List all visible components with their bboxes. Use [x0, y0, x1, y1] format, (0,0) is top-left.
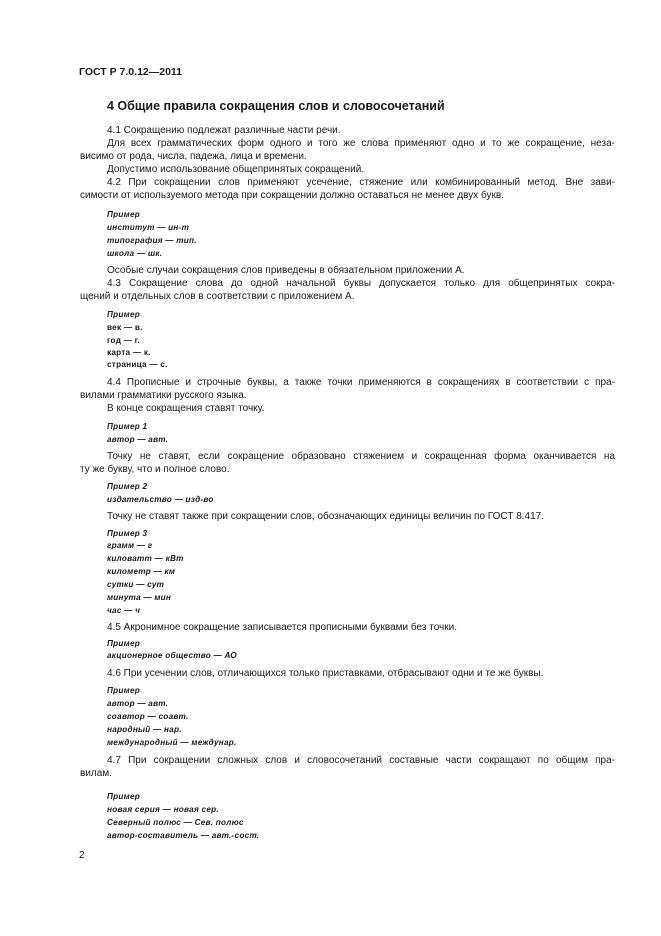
example-label: Пример 2 — [107, 482, 148, 491]
text-line: вилами грамматики русского языка. — [80, 390, 247, 401]
example-line: народный — нар. — [107, 725, 182, 734]
text-line: Точку не ставят, если сокращение образовано стяжением и сокращенная форма оканчивается на — [107, 451, 615, 462]
example-label: Пример — [107, 686, 141, 695]
example-line: институт — ин-т — [107, 223, 190, 232]
section-title: 4 Общие правила сокращения слов и словосочетаний — [107, 99, 445, 113]
text-line: В конце сокращения ставят точку. — [107, 403, 265, 414]
text-line: Для всех грамматических форм одного и того же слова применяют одно и то же сокращение, неза- — [107, 138, 615, 149]
example-label: Пример 1 — [107, 422, 148, 431]
text-line: висимо от рода, числа, падежа, лица и времени. — [80, 151, 307, 162]
example-line: типография — тип. — [107, 236, 197, 245]
example-line: карта — к. — [107, 348, 151, 357]
example-line: автор-составитель — авт.-сост. — [107, 831, 260, 840]
example-line: век — в. — [107, 323, 143, 332]
text-line: 4.6 При усечении слов, отличающихся только приставками, отбрасывают одни и те же буквы. — [107, 668, 544, 679]
text-line: 4.4 Прописные и строчные буквы, а также точки применяются в сокращениях в соответствии с пра- — [107, 377, 615, 388]
example-line: автор — авт. — [107, 435, 169, 444]
example-line: километр — км — [107, 567, 176, 576]
text-line: симости от используемого метода при сокращении должно оставаться не менее двух букв. — [80, 190, 505, 201]
example-line: автор — авт. — [107, 699, 169, 708]
example-line: новая серия — новая сер. — [107, 805, 219, 814]
text-line: 4.3 Сокращение слова до одной начальной буквы допускается только для общепринятых сокра- — [107, 278, 615, 289]
example-line: страница — с. — [107, 360, 168, 369]
example-line: киловатт — кВт — [107, 554, 184, 563]
example-label: Пример 3 — [107, 529, 148, 538]
example-line: сутки — сут — [107, 580, 165, 589]
example-label: Пример — [107, 310, 141, 319]
page-number: 2 — [79, 850, 85, 861]
example-line: грамм — г — [107, 541, 153, 550]
text-line: 4.2 При сокращении слов применяют усечение, стяжение или комбинированный метод. Вне зави- — [107, 177, 615, 188]
text-line: 4.7 При сокращении сложных слов и словосочетаний составные части сокращают по общим пра- — [107, 755, 615, 766]
document-header: ГОСТ Р 7.0.12—2011 — [79, 66, 183, 78]
example-line: год — г. — [107, 336, 140, 345]
text-line: 4.5 Акронимное сокращение записывается прописными буквами без точки. — [107, 622, 457, 633]
example-line: Северный полюс — Сев. полюс — [107, 818, 244, 827]
text-line: Особые случаи сокращения слов приведены в обязательном приложении А. — [107, 265, 465, 276]
example-line: международный — междунар. — [107, 738, 237, 747]
text-line: щений и отдельных слов в соответствии с приложением А. — [80, 291, 355, 302]
example-label: Пример — [107, 639, 141, 648]
example-line: соавтор — соавт. — [107, 712, 189, 721]
text-line: Точку не ставят также при сокращении слов, обозначающих единицы величин по ГОСТ 8.417. — [107, 511, 545, 522]
example-line: издательство — изд-во — [107, 495, 214, 504]
example-line: школа — шк. — [107, 249, 163, 258]
example-label: Пример — [107, 210, 141, 219]
example-line: минута — мин — [107, 593, 172, 602]
example-line: час — ч — [107, 606, 141, 615]
text-line: 4.1 Сокращению подлежат различные части речи. — [107, 125, 341, 136]
example-line: акционерное общество — АО — [107, 651, 237, 660]
text-line: вилам. — [80, 768, 112, 779]
text-line: Допустимо использование общепринятых сокращений. — [107, 164, 365, 175]
text-line: ту же букву, что и полное слово. — [80, 464, 230, 475]
example-label: Пример — [107, 792, 141, 801]
